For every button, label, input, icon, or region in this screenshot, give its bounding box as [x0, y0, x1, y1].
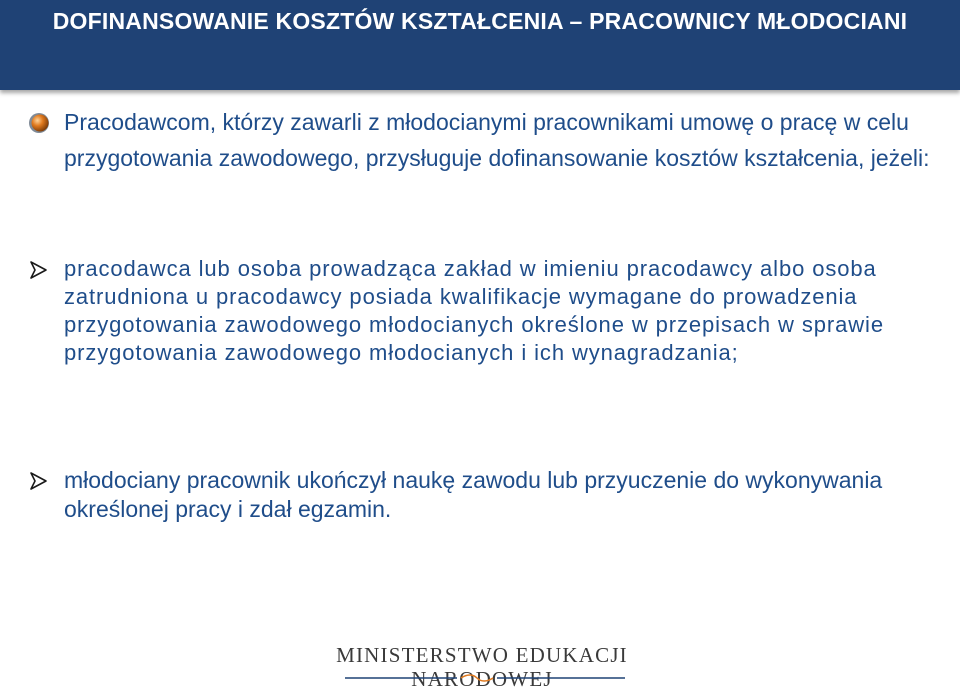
condition-item — [28, 466, 948, 524]
intro-text: Pracodawcom, którzy zawarli z młodocianymi pracownikami umowę o pracę w celu przygotowania zawodowego, przysługuje dofinansowanie kosztów kształcenia, jeżeli: — [64, 109, 930, 171]
arrow-bullet-icon — [28, 470, 50, 492]
arrow-bullet-icon — [28, 259, 50, 281]
ministry-logo-ornament — [345, 674, 625, 682]
condition-text: młodociany pracownik ukończył naukę zawodu lub przyuczenie do wykonywania określonej pracy i zdał egzamin. — [64, 467, 883, 522]
condition-text: pracodawca lub osoba prowadząca zakład w imieniu pracodawcy albo osoba zatrudniona u pracodawcy posiada kwalifikacje wymagane do prowadzenia przygotowania zawodowego młodocianych określone w przepisach w sprawie przygotowania zawodowego młodocianych i ich wynagradzania; — [64, 256, 884, 365]
condition-item — [28, 255, 948, 367]
intro-paragraph — [28, 104, 948, 176]
ministry-logo-text: MINISTERSTWO EDUKACJI NARODOWEJ — [336, 643, 628, 691]
slide-title: DOFINANSOWANIE KOSZTÓW KSZTAŁCENIA – PRACOWNICY MŁODOCIANI — [52, 8, 908, 34]
orb-bullet-icon — [28, 112, 50, 134]
slide-header — [0, 0, 960, 90]
